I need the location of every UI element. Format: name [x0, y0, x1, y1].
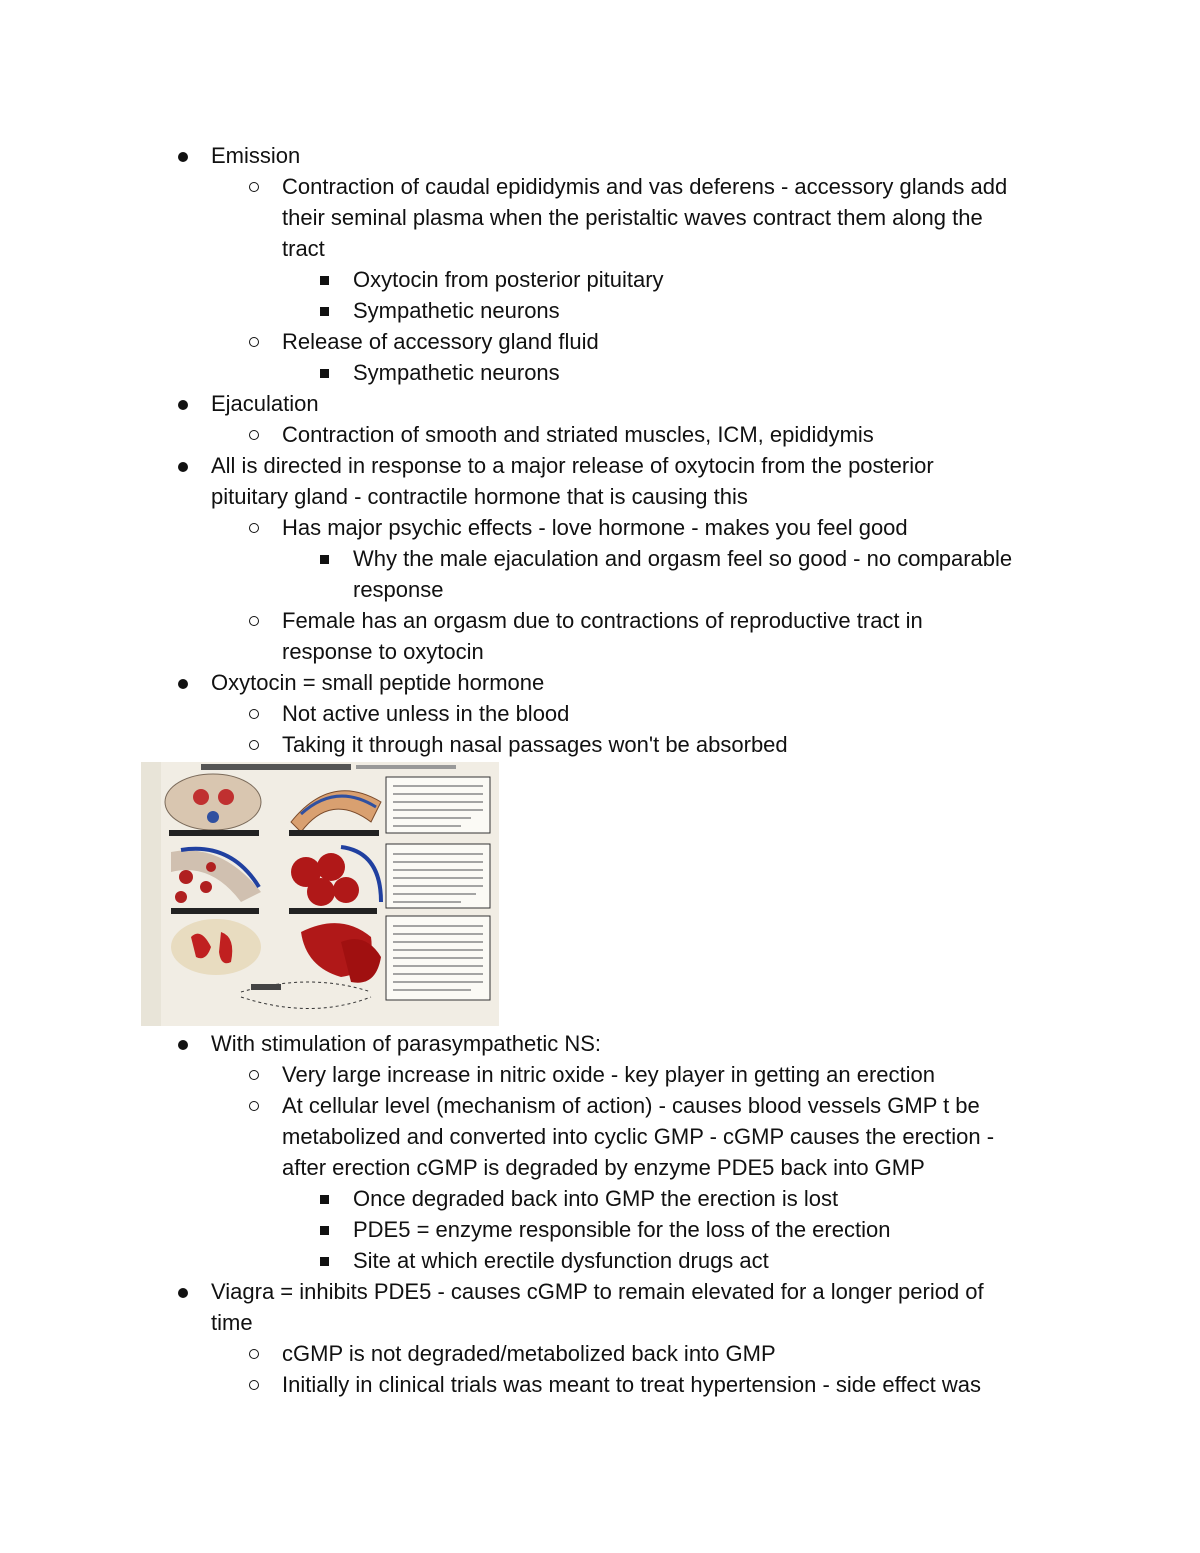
square-bullet-icon	[320, 307, 329, 316]
bullet-item-level-2	[0, 1059, 1200, 1090]
bullet-text: cGMP is not degraded/metabolized back into GMP	[282, 1341, 776, 1366]
bullet-item-level-2	[0, 1369, 1200, 1400]
bullet-text: Why the male ejaculation and orgasm feel so good - no comparable	[353, 546, 1013, 571]
bullet-continuation-line	[0, 636, 1200, 667]
bullet-continuation-line	[0, 233, 1200, 264]
bullet-text: With stimulation of parasympathetic NS:	[211, 1031, 602, 1056]
hollow-circle-bullet-icon	[249, 1349, 259, 1359]
bullet-item-level-1	[0, 450, 1200, 481]
bullet-text: Oxytocin = small peptide hormone	[211, 670, 545, 695]
bullet-item-level-3	[0, 543, 1200, 574]
filled-circle-bullet-icon	[178, 1040, 188, 1050]
hollow-circle-bullet-icon	[249, 1070, 259, 1080]
bullet-item-level-2	[0, 171, 1200, 202]
bullet-item-level-3	[0, 1183, 1200, 1214]
bullet-text: Initially in clinical trials was meant to treat hypertension - side effect was	[282, 1372, 982, 1397]
bullet-text: Emission	[211, 143, 301, 168]
bullet-text: after erection cGMP is degraded by enzyme PDE5 back into GMP	[282, 1155, 925, 1180]
bullet-item-level-2	[0, 1090, 1200, 1121]
bullet-item-level-1	[0, 667, 1200, 698]
bullet-item-level-2	[0, 605, 1200, 636]
bullet-item-level-3	[0, 295, 1200, 326]
square-bullet-icon	[320, 555, 329, 564]
filled-circle-bullet-icon	[178, 462, 188, 472]
bullet-continuation-line	[0, 481, 1200, 512]
anatomy-figure-image	[141, 762, 499, 1026]
bullet-item-level-1	[0, 388, 1200, 419]
bullet-text: Release of accessory gland fluid	[282, 329, 599, 354]
bullet-text: Contraction of caudal epididymis and vas deferens - accessory glands add	[282, 174, 1008, 199]
filled-circle-bullet-icon	[178, 1288, 188, 1298]
bullet-item-level-2	[0, 698, 1200, 729]
filled-circle-bullet-icon	[178, 679, 188, 689]
notes-section-nitric-oxide	[0, 1028, 1200, 1400]
bullet-item-level-2	[0, 326, 1200, 357]
bullet-item-level-2	[0, 419, 1200, 450]
bullet-text: Sympathetic neurons	[353, 298, 560, 323]
bullet-text: At cellular level (mechanism of action) - causes blood vessels GMP t be	[282, 1093, 980, 1118]
bullet-item-level-3	[0, 1214, 1200, 1245]
bullet-item-level-2	[0, 1338, 1200, 1369]
hollow-circle-bullet-icon	[249, 1380, 259, 1390]
square-bullet-icon	[320, 1257, 329, 1266]
bullet-text: Has major psychic effects - love hormone - makes you feel good	[282, 515, 908, 540]
square-bullet-icon	[320, 1195, 329, 1204]
bullet-continuation-line	[0, 1307, 1200, 1338]
bullet-text: Very large increase in nitric oxide - key player in getting an erection	[282, 1062, 936, 1087]
bullet-text: pituitary gland - contractile hormone that is causing this	[211, 484, 748, 509]
bullet-text: Taking it through nasal passages won't be absorbed	[282, 732, 788, 757]
bullet-text: Not active unless in the blood	[282, 701, 570, 726]
bullet-continuation-line	[0, 202, 1200, 233]
bullet-item-level-1	[0, 1276, 1200, 1307]
bullet-item-level-3	[0, 357, 1200, 388]
hollow-circle-bullet-icon	[249, 709, 259, 719]
bullet-continuation-line	[0, 1152, 1200, 1183]
hollow-circle-bullet-icon	[249, 182, 259, 192]
hollow-circle-bullet-icon	[249, 430, 259, 440]
bullet-text: Sympathetic neurons	[353, 360, 560, 385]
bullet-text: response to oxytocin	[282, 639, 484, 664]
bullet-item-level-2	[0, 512, 1200, 543]
bullet-text: Female has an orgasm due to contractions of reproductive tract in	[282, 608, 923, 633]
bullet-text: Ejaculation	[211, 391, 319, 416]
notes-section-oxytocin	[0, 140, 1200, 760]
bullet-continuation-line	[0, 574, 1200, 605]
bullet-text: Oxytocin from posterior pituitary	[353, 267, 664, 292]
bullet-text: their seminal plasma when the peristaltic waves contract them along the	[282, 205, 983, 230]
bullet-item-level-1	[0, 1028, 1200, 1059]
hollow-circle-bullet-icon	[249, 337, 259, 347]
bullet-item-level-2	[0, 729, 1200, 760]
bullet-text: PDE5 = enzyme responsible for the loss of the erection	[353, 1217, 891, 1242]
square-bullet-icon	[320, 276, 329, 285]
filled-circle-bullet-icon	[178, 152, 188, 162]
square-bullet-icon	[320, 369, 329, 378]
bullet-item-level-3	[0, 264, 1200, 295]
hollow-circle-bullet-icon	[249, 1101, 259, 1111]
bullet-text: tract	[282, 236, 325, 261]
bullet-text: Site at which erectile dysfunction drugs act	[353, 1248, 769, 1273]
bullet-item-level-3	[0, 1245, 1200, 1276]
bullet-text: All is directed in response to a major release of oxytocin from the posterior	[211, 453, 934, 478]
square-bullet-icon	[320, 1226, 329, 1235]
bullet-text: response	[353, 577, 444, 602]
hollow-circle-bullet-icon	[249, 523, 259, 533]
bullet-text: Viagra = inhibits PDE5 - causes cGMP to remain elevated for a longer period of	[211, 1279, 984, 1304]
bullet-text: time	[211, 1310, 253, 1335]
bullet-item-level-1	[0, 140, 1200, 171]
hollow-circle-bullet-icon	[249, 616, 259, 626]
bullet-text: Contraction of smooth and striated muscles, ICM, epididymis	[282, 422, 874, 447]
bullet-text: Once degraded back into GMP the erection is lost	[353, 1186, 839, 1211]
bullet-continuation-line	[0, 1121, 1200, 1152]
hollow-circle-bullet-icon	[249, 740, 259, 750]
bullet-text: metabolized and converted into cyclic GMP - cGMP causes the erection -	[282, 1124, 995, 1149]
filled-circle-bullet-icon	[178, 400, 188, 410]
